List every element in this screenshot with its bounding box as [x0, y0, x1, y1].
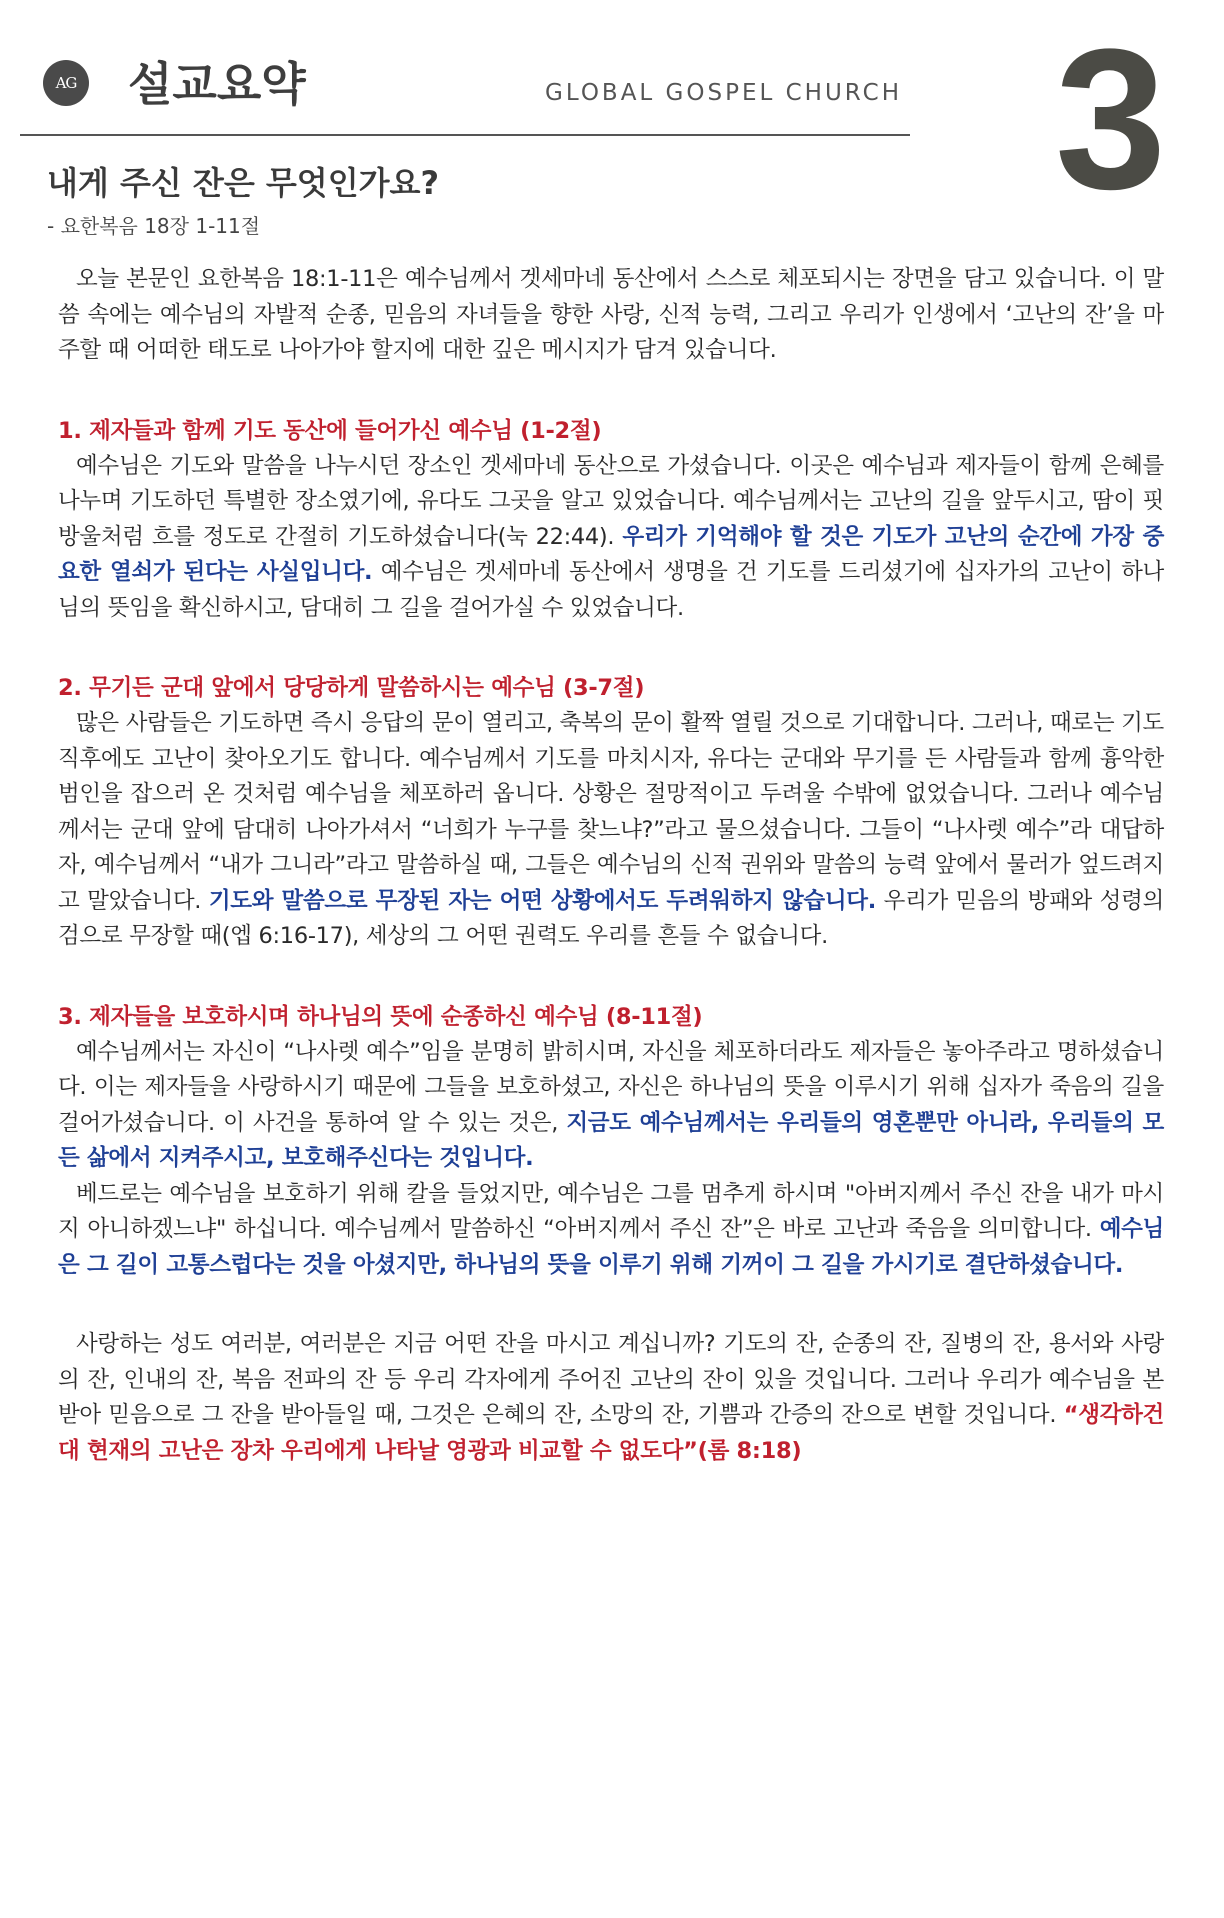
section-3-emphasis: 지금도 예수님께서는 우리들의 영혼뿐만 아니라, 우리들의 모든 삶에서 지켜주시고, 보호해주신다는 것입니다. — [58, 1109, 1164, 1171]
header-divider — [20, 134, 910, 136]
section-2-paragraph — [58, 706, 1164, 955]
closing-text: 사랑하는 성도 여러분, 여러분은 지금 어떤 잔을 마시고 계십니까? 기도의 잔, 순종의 잔, 질병의 잔, 용서와 사랑의 잔, 인내의 잔, 복음 전파의 잔 등 우리 각자에게 주어진 고난의 잔이 있을 것입니다. 그러나 우리가 예수님을 본받아 믿음으로 그 잔을 받아들일 때, 그것은 은혜의 잔, 소망의 잔, 기쁨과 간증의 잔으로 변할 것입니다. — [58, 1331, 1164, 1428]
church-name: GLOBAL GOSPEL CHURCH — [545, 80, 902, 106]
issue-number: 3 — [1055, 8, 1167, 231]
section-3-text-3: 베드로는 예수님을 보호하기 위해 칼을 들었지만, 예수님은 그를 멈추게 하시며 "아버지께서 주신 잔을 내가 마시지 아니하겠느냐" 하십니다. 예수님께서 말씀하신 “아버지께서 주신 잔”은 바로 고난과 죽음을 의미합니다. — [58, 1180, 1164, 1242]
section-3-heading: 3. 제자들을 보호하시며 하나님의 뜻에 순종하신 예수님 (8-11절) — [58, 1003, 703, 1030]
sermon-scripture: - 요한복음 18장 1-11절 — [47, 214, 261, 238]
section-2-emphasis: 기도와 말씀으로 무장된 자는 어떤 상황에서도 두려워하지 않습니다. — [208, 887, 876, 914]
brand-title: 설교요약 — [128, 57, 306, 111]
sermon-body — [58, 262, 1164, 1469]
section-3-text: 예수님께서는 자신이 “나사렛 예수”임을 분명히 밝히시며, 자신을 체포하더라도 제자들은 놓아주라고 명하셨습니다. 이는 제자들을 사랑하시기 때문에 그들을 보호하셨고, 자신은 하나님의 뜻을 이루시기 위해 십자가 죽음의 길을 걸어가셨습니다. 이 사건을 통하여 알 수 있는 것은, — [58, 1038, 1164, 1136]
section-3-paragraph — [58, 1035, 1164, 1177]
section-3-paragraph-2 — [58, 1177, 1164, 1284]
church-logo-icon: AG — [43, 60, 89, 106]
section-1-heading: 1. 제자들과 함께 기도 동산에 들어가신 예수님 (1-2절) — [58, 417, 602, 444]
closing-paragraph — [58, 1327, 1164, 1469]
section-3-emphasis-2: 예수님은 그 길이 고통스럽다는 것을 아셨지만, 하나님의 뜻을 이루기 위해 기꺼이 그 길을 가시기로 결단하셨습니다. — [58, 1216, 1164, 1278]
section-1-paragraph — [58, 449, 1164, 627]
section-1-emphasis: 우리가 기억해야 할 것은 기도가 고난의 순간에 가장 중요한 열쇠가 된다는 사실입니다. — [58, 523, 1165, 585]
section-1-text-2: 예수님은 겟세마네 동산에서 생명을 건 기도를 드리셨기에 십자가의 고난이 하나님의 뜻임을 확신하시고, 담대히 그 길을 걸어가실 수 있었습니다. — [58, 559, 1164, 621]
section-2-text: 많은 사람들은 기도하면 즉시 응답의 문이 열리고, 축복의 문이 활짝 열릴 것으로 기대합니다. 그러나, 때로는 기도 직후에도 고난이 찾아오기도 합니다. 예수님께서 기도를 마치시자, 유다는 군대와 무기를 든 사람들과 함께 흉악한 범인을 잡으러 온 것처럼 예수님을 체포하러 옵니다. 상황은 절망적이고 두려울 수밖에 없었습니다. 그러나 예수님께서는 군대 앞에 담대히 나아가셔서 “너희가 누구를 찾느냐?”라고 물으셨습니다. 그들이 “나사렛 예수”라 대답하자, 예수님께서 “내가 그니라”라고 말씀하실 때, 그들은 예수님의 신적 권위와 말씀의 능력 앞에서 물러가 엎드려지고 말았습니다. — [58, 710, 1164, 914]
intro-paragraph: 오늘 본문인 요한복음 18:1-11은 예수님께서 겟세마네 동산에서 스스로 체포되시는 장면을 담고 있습니다. 이 말씀 속에는 예수님의 자발적 순종, 믿음의 자녀들을 향한 사랑, 신적 능력, 그리고 우리가 인생에서 ‘고난의 잔’을 마주할 때 어떠한 태도로 나아가야 할지에 대한 깊은 메시지가 담겨 있습니다. — [58, 266, 1164, 363]
section-1-text: 예수님은 기도와 말씀을 나누시던 장소인 겟세마네 동산으로 가셨습니다. 이곳은 예수님과 제자들이 함께 은혜를 나누며 기도하던 특별한 장소였기에, 유다도 그곳을 알고 있었습니다. 예수님께서는 고난의 길을 앞두시고, 땀이 핏방울처럼 흐를 정도로 간절히 기도하셨습니다(눅 22:44). — [58, 452, 1164, 550]
section-2-text-2: 우리가 믿음의 방패와 성령의 검으로 무장할 때(엡 6:16-17), 세상의 그 어떤 권력도 우리를 흔들 수 없습니다. — [58, 887, 1164, 949]
section-2-heading: 2. 무기든 군대 앞에서 당당하게 말씀하시는 예수님 (3-7절) — [58, 675, 645, 701]
closing-verse: “생각하건대 현재의 고난은 장차 우리에게 나타날 영광과 비교할 수 없도다”(롬 8:18) — [58, 1402, 1164, 1464]
sermon-title: 내게 주신 잔은 무엇인가요? — [47, 164, 440, 202]
